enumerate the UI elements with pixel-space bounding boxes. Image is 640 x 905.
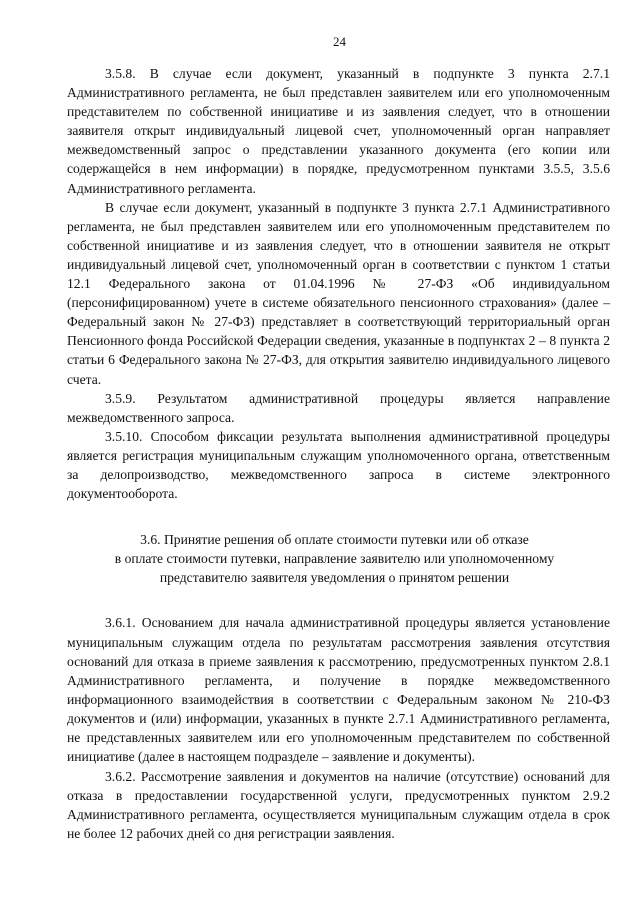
- paragraph-3-5-9: 3.5.9. Результатом административной процедуры является направление межведомственного запроса.: [67, 390, 610, 425]
- paragraph-3-5-8: 3.5.8. В случае если документ, указанный в подпункте 3 пункта 2.7.1 Административного регламента, не был представлен заявителем или его уполномоченным представителем по собственной инициативе и из заявления следует, что в отношении заявителя открыт индивидуальный лицевой счет, уполномоченный орган направляет межведомственный запрос о представлении указанного документа (его копии или содержащейся в нем информации) в порядке, предусмотренном пунктами 3.5.5, 3.5.6 Административного регламента.: [67, 66, 610, 196]
- section-title-line: 3.6. Принятие решения об оплате стоимости путевки или об отказе: [140, 532, 529, 548]
- paragraph-3-6-2: 3.6.2. Рассмотрение заявления и документов на наличие (отсутствие) оснований для отказа в предоставлении государственной услуги, предусмотренных пунктом 2.9.2 Административного регламента, осуществляется муниципальным служащим отдела в срок не более 12 рабочих дней со дня регистрации заявления.: [67, 769, 610, 842]
- paragraph-3-5-8-continued: В случае если документ, указанный в подпункте 3 пункта 2.7.1 Административного регламента, не был представлен заявителем или его уполномоченным представителем по собственной инициативе и из заявления следует, что в отношении заявителя не открыт индивидуальный лицевой счет, уполномоченный орган в соответствии с пунктом 1 статьи 12.1 Федерального закона от 01.04.1996 № 27-ФЗ «Об индивидуальном (персонифицированном) учете в системе обязательного пенсионного страхования» (далее – Федеральный закон № 27-ФЗ) представляет в соответствующий территориальный орган Пенсионного фонда Российской Федерации сведения, указанные в подпунктах 2 – 8 пункта 2 статьи 6 Федерального закона № 27-ФЗ, для открытия заявителю индивидуального лицевого счета.: [67, 199, 610, 387]
- paragraph-3-5-10: 3.5.10. Способом фиксации результата выполнения административной процедуры является регистрация муниципальным служащим уполномоченного органа, ответственным за делопроизводство, межведомственного запроса в системе электронного документооборота.: [67, 428, 610, 502]
- section-title-line: представителю заявителя уведомления о принятом решении: [159, 570, 510, 586]
- section-title-3-6: [67, 530, 602, 587]
- paragraph-3-6-1: 3.6.1. Основанием для начала административной процедуры является установление муниципальным служащим отдела по результатам рассмотрения заявления отсутствия оснований для отказа в приеме заявления к рассмотрению, предусмотренных пунктом 2.8.1 Административного регламента, и получение в порядке межведомственного информационного взаимодействия в соответствии с Федеральным законом № 210-ФЗ документов и (или) информации, указанных в пункте 2.7.1 Административного регламента, не представленных заявителем или его уполномоченным представителем по собственной инициативе (далее в настоящем подразделе – заявление и документы).: [67, 615, 610, 765]
- section-title-line: в оплате стоимости путевки, направление заявителю или уполномоченному: [114, 551, 555, 567]
- page-number: 24: [333, 34, 346, 49]
